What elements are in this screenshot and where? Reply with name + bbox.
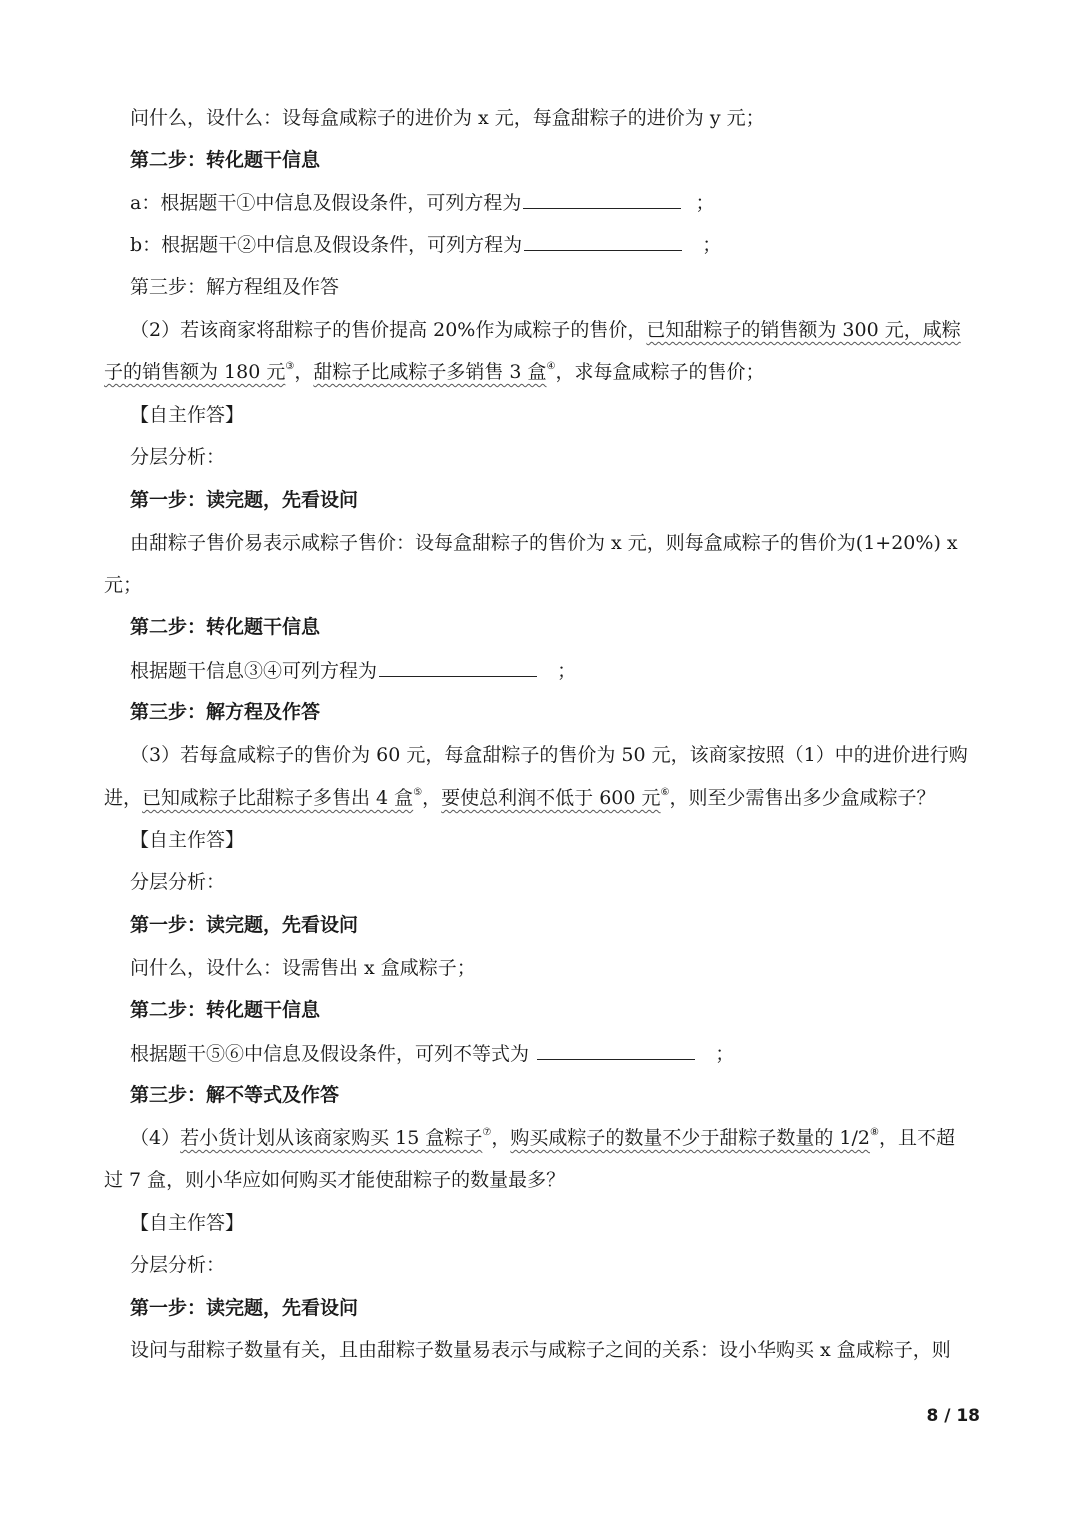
step-text: 第三步：解方程组及作答: [130, 276, 340, 298]
text-line: 分层分析：: [130, 871, 226, 893]
text-span: 根据题干⑤⑥中信息及假设条件，可列不等式为: [130, 1043, 530, 1065]
underlined-condition: 若小货计划从该商家购买 15 盒粽子: [180, 1127, 483, 1149]
step-heading: 第一步：读完题，先看设问: [130, 489, 359, 511]
question-line: （3）若每盒咸粽子的售价为 60 元，每盒甜粽子的售价为 50 元，该商家按照（1）中的进价进行购: [130, 744, 968, 766]
underlined-condition: 甜粽子比咸粽子多销售 3 盒: [313, 361, 547, 383]
text-line: [130, 1041, 980, 1066]
question-line: [130, 1126, 980, 1150]
text-span: ；: [557, 660, 577, 682]
step-heading: 第二步：转化题干信息: [130, 999, 321, 1021]
condition-marker: ⑦: [482, 1127, 492, 1138]
question-line: [104, 360, 980, 384]
text-line: [130, 190, 980, 215]
underlined-condition: 子的销售额为 180 元: [104, 361, 286, 383]
text-line: [130, 658, 980, 683]
step-heading: 第三步：解方程及作答: [130, 701, 321, 723]
text-span: 根据题干信息③④可列方程为: [130, 660, 378, 682]
text-span: a：根据题干①中信息及假设条件，可列方程为: [130, 192, 522, 214]
text-span: ；: [702, 234, 722, 256]
text-line: [130, 232, 980, 257]
text-span: b：根据题干②中信息及假设条件，可列方程为: [130, 234, 523, 256]
step-heading: 第一步：读完题，先看设问: [130, 1297, 359, 1319]
page-number: 8 / 18: [926, 1406, 980, 1426]
step-heading: 第三步：解不等式及作答: [130, 1084, 340, 1106]
step-heading: 第二步：转化题干信息: [130, 616, 321, 638]
step-heading: 第二步：转化题干信息: [130, 149, 321, 171]
text-line: 问什么，设什么：设需售出 x 盒咸粽子；: [130, 957, 476, 979]
condition-marker: ③: [285, 361, 295, 372]
text-line: 分层分析：: [130, 1254, 226, 1276]
answer-blank: [524, 232, 682, 251]
text-span: ，则至少需售出多少盒咸粽子？: [669, 787, 936, 809]
text-line: 由甜粽子售价易表示咸粽子售价：设每盒甜粽子的售价为 x 元，则每盒咸粽子的售价为(1+20%) x: [130, 532, 958, 554]
text-span: ，且不超: [878, 1127, 955, 1149]
condition-marker: ⑤: [413, 787, 423, 798]
condition-marker: ⑥: [660, 787, 670, 798]
answer-blank: [379, 658, 537, 677]
text-span: 进，: [104, 787, 143, 809]
question-line: [104, 786, 980, 810]
text-span: （4）: [130, 1127, 181, 1149]
text-span: ，: [294, 361, 314, 383]
answer-blank: [523, 190, 681, 209]
section-label: 【自主作答】: [130, 404, 245, 426]
condition-marker: ⑧: [869, 1127, 879, 1138]
text-span: ，求每盒咸粽子的售价；: [555, 361, 765, 383]
section-label: 【自主作答】: [130, 1212, 245, 1234]
text-span: （2）若该商家将甜粽子的售价提高 20%作为咸粽子的售价，: [130, 319, 647, 341]
underlined-condition: 要使总利润不低于 600 元: [441, 787, 661, 809]
text-span: ，: [491, 1127, 511, 1149]
underlined-condition: 已知咸粽子比甜粽子多售出 4 盒: [142, 787, 414, 809]
answer-blank: [537, 1041, 695, 1060]
question-line: 过 7 盒，则小华应如何购买才能使甜粽子的数量最多？: [104, 1169, 566, 1191]
underlined-condition: 已知甜粽子的销售额为 300 元，咸粽: [646, 319, 961, 341]
section-label: 【自主作答】: [130, 829, 245, 851]
condition-marker: ④: [546, 361, 556, 372]
text-line: 问什么，设什么：设每盒咸粽子的进价为 x 元，每盒甜粽子的进价为 y 元；: [130, 107, 765, 129]
step-heading: 第一步：读完题，先看设问: [130, 914, 359, 936]
text-span: ；: [695, 192, 715, 214]
text-span: ，: [422, 787, 442, 809]
text-span: ；: [715, 1043, 735, 1065]
text-line: 设问与甜粽子数量有关，且由甜粽子数量易表示与咸粽子之间的关系：设小华购买 x 盒咸粽子，则: [130, 1339, 951, 1361]
text-line: 分层分析：: [130, 446, 226, 468]
underlined-condition: 购买咸粽子的数量不少于甜粽子数量的 1/2: [510, 1127, 870, 1149]
question-line: [130, 318, 980, 342]
text-line: 元；: [104, 574, 143, 596]
